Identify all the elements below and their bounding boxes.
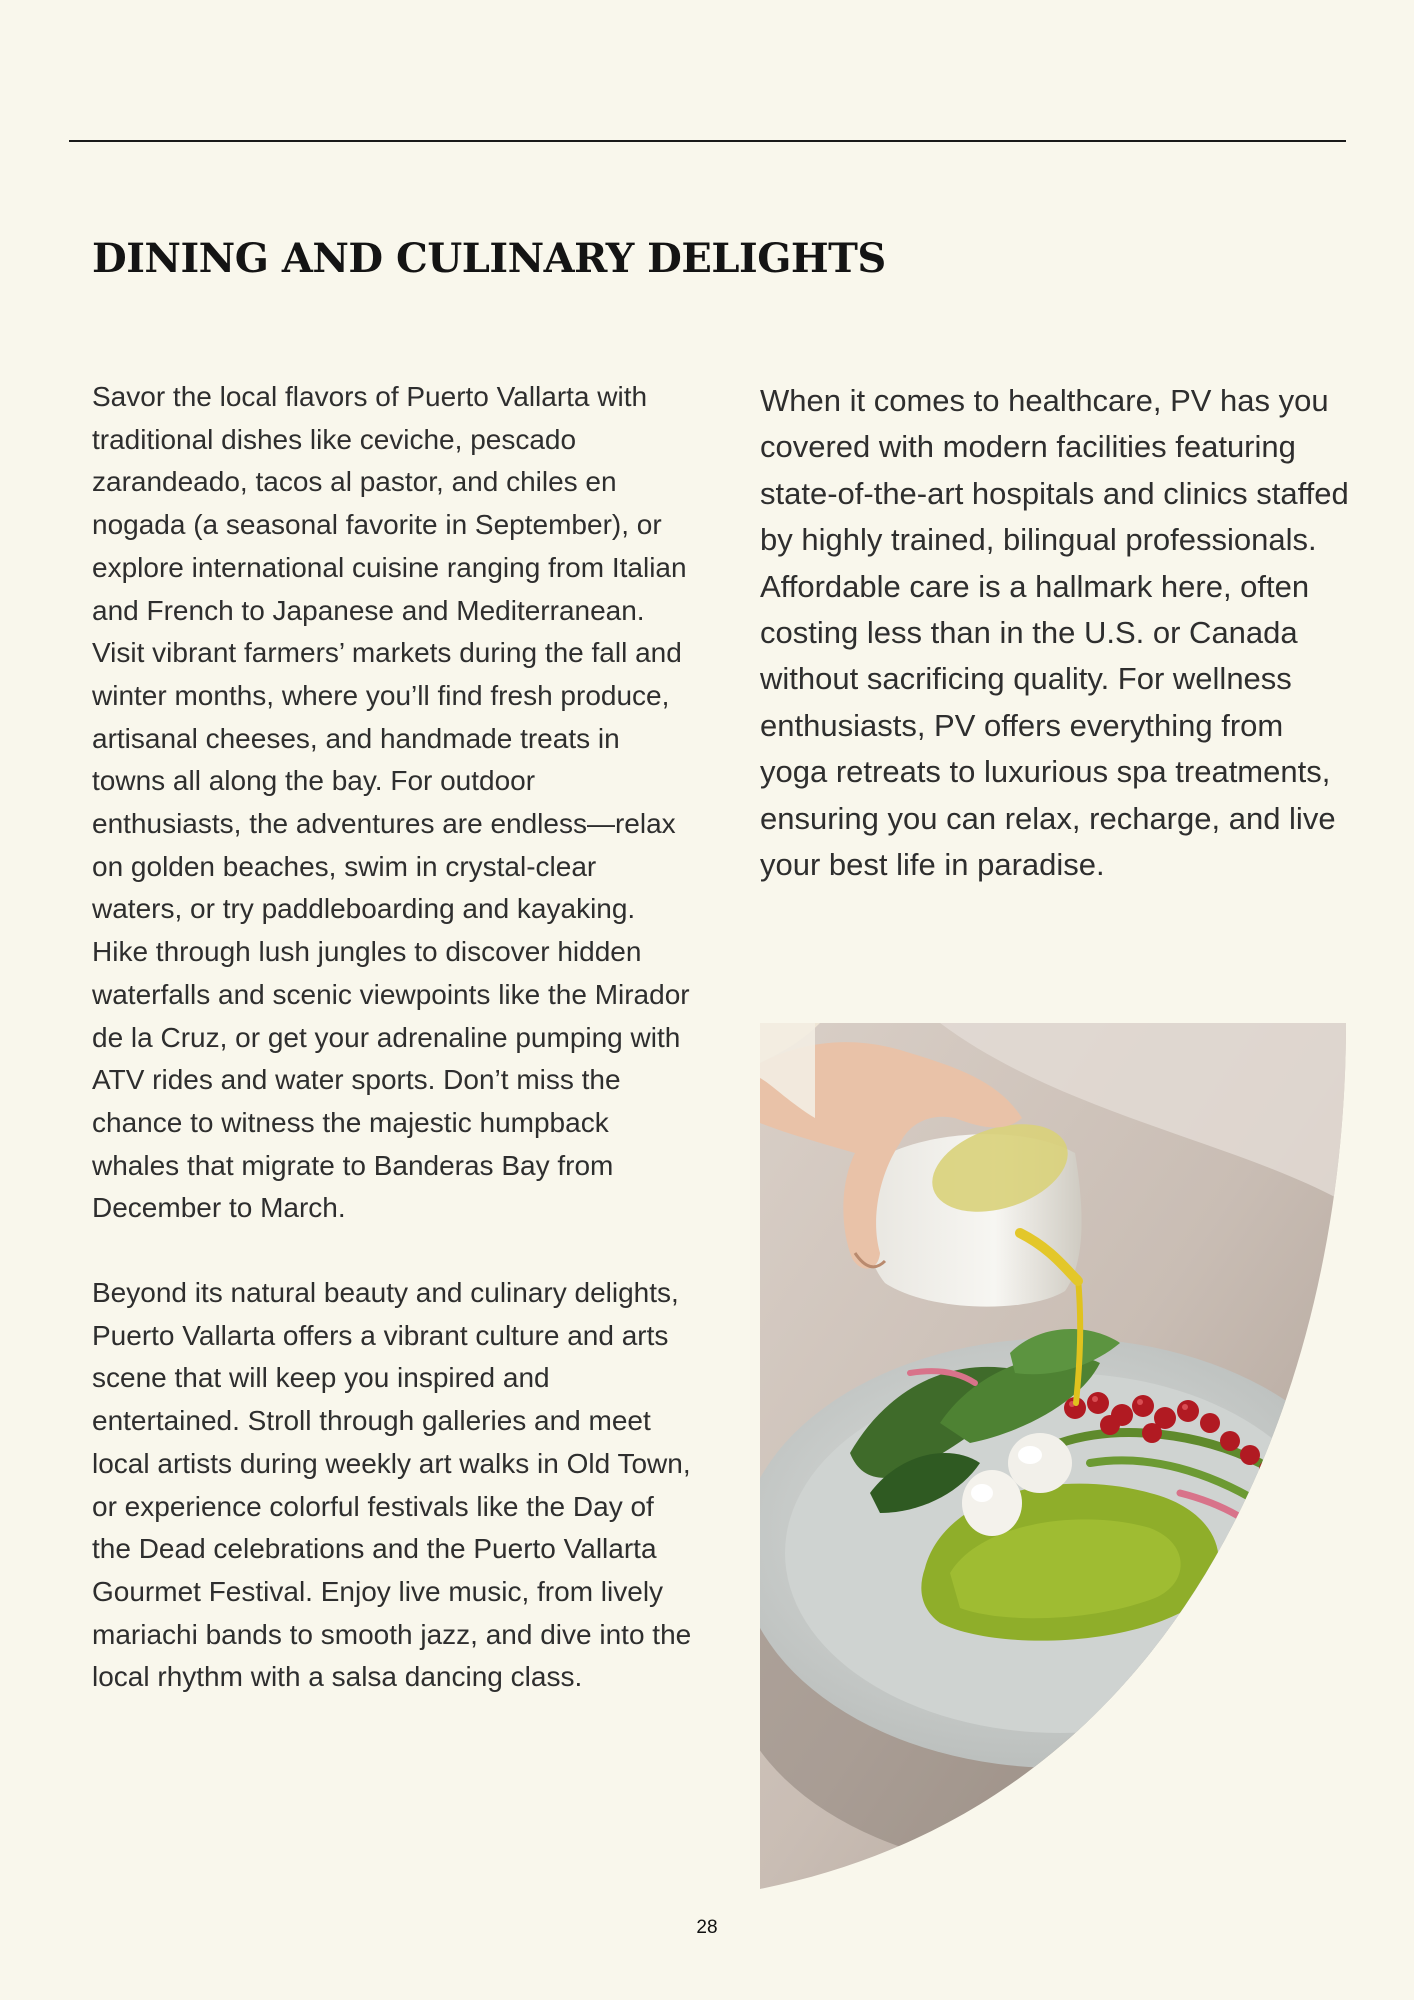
page-number: 28 <box>696 1917 718 1938</box>
header-divider <box>69 140 1346 142</box>
paragraph-healthcare: When it comes to healthcare, PV has you covered with modern facilities featuring state-of-the-art hospitals and clinics staffed by highly trained, bilingual professionals. Affordable care is a hallmark here, often costing less than in the U.S. or Canada without sacrificing quality. For wellness enthusiasts, PV offers everything from yoga retreats to luxurious spa treatments, ensuring you can relax, recharge, and live your best life in paradise. <box>760 383 1349 883</box>
page-title: DINING AND CULINARY DELIGHTS <box>92 235 886 282</box>
paragraph-culture: Beyond its natural beauty and culinary delights, Puerto Vallarta offers a vibrant culture and arts scene that will keep you inspired and entertained. Stroll through galleries and meet local artists during weekly art walks in Old Town, or experience colorful festivals like the Day of the Dead celebrations and the Puerto Vallarta Gourmet Festival. Enjoy live music, from lively mariachi bands to smooth jazz, and dive into the local rhythm with a salsa dancing class. <box>92 1277 692 1693</box>
food-plate-photo <box>760 1023 1346 1889</box>
left-column <box>92 376 692 1741</box>
food-plate-photo-icon <box>760 1023 1346 1889</box>
right-column <box>760 378 1350 888</box>
paragraph-dining: Savor the local flavors of Puerto Vallarta with traditional dishes like ceviche, pescado zarandeado, tacos al pastor, and chiles en nogada (a seasonal favorite in September), or explore international cuisine ranging from Italian and French to Japanese and Mediterranean. Visit vibrant farmers’ markets during the fall and winter months, where you’ll find fresh produce, artisanal cheeses, and handmade treats in towns all along the bay. For outdoor enthusiasts, the adventures are endless—relax on golden beaches, swim in crystal-clear waters, or try paddleboarding and kayaking. Hike through lush jungles to discover hidden waterfalls and scenic viewpoints like the Mirador de la Cruz, or get your adrenaline pumping with ATV rides and water sports. Don’t miss the chance to witness the majestic humpback whales that migrate to Banderas Bay from December to March. <box>92 381 690 1224</box>
